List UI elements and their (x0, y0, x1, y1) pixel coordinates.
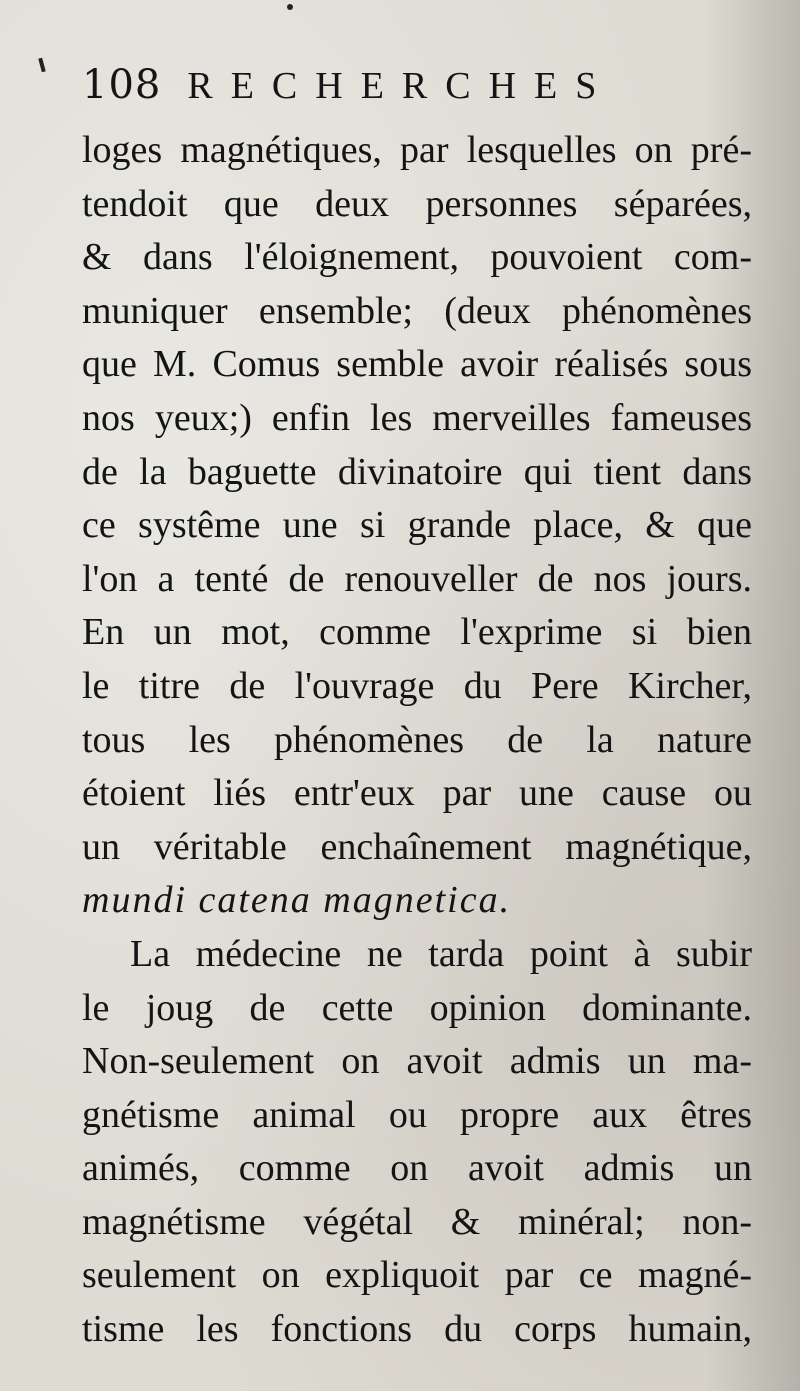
text-line: l'on a tenté de renouveller de nos jours. (82, 557, 752, 600)
margin-mark (38, 58, 45, 73)
paragraph-start-line: La médecine ne tarda point à subir (130, 932, 752, 975)
ink-speck (287, 4, 293, 10)
text-line: Non-seulement on avoit admis un ma- (82, 1040, 752, 1083)
text-line: gnétisme animal ou propre aux êtres (82, 1093, 752, 1136)
text-line: muniquer ensemble; (deux phénomènes (82, 289, 752, 332)
text-line: seulement on expliquoit par ce magné- (82, 1254, 752, 1297)
text-line: que M. Comus semble avoir réalisés sous (82, 343, 752, 386)
text-line: de la baguette divinatoire qui tient dans (82, 450, 752, 493)
text-line: nos yeux;) enfin les merveilles fameuses (82, 396, 752, 439)
text-line: tendoit que deux personnes séparées, (82, 182, 752, 225)
text-line: tisme les fonctions du corps humain, (82, 1308, 752, 1351)
text-line: un véritable enchaînement magnétique, (82, 825, 752, 868)
running-head: RECHERCHES (187, 65, 615, 107)
text-line: magnétisme végétal & minéral; non- (82, 1200, 752, 1243)
text-line: étoient liés entr'eux par une cause ou (82, 772, 752, 815)
page-header (82, 62, 742, 122)
text-line: ce systême une si grande place, & que (82, 504, 752, 547)
text-line: En un mot, comme l'exprime si bien (82, 611, 752, 654)
page-number: 108 (82, 62, 162, 108)
text-line: animés, comme on avoit admis un (82, 1147, 752, 1190)
text-line: loges magnétiques, par lesquelles on pré- (82, 129, 752, 171)
text-line: le titre de l'ouvrage du Pere Kircher, (82, 664, 752, 707)
text-line: tous les phénomènes de la nature (82, 718, 752, 761)
latin-phrase-line: mundi catena magnetica. (82, 879, 512, 922)
text-line: le joug de cette opinion dominante. (82, 986, 752, 1029)
text-line: & dans l'éloignement, pouvoient com- (82, 236, 752, 279)
body-text (82, 124, 752, 1357)
